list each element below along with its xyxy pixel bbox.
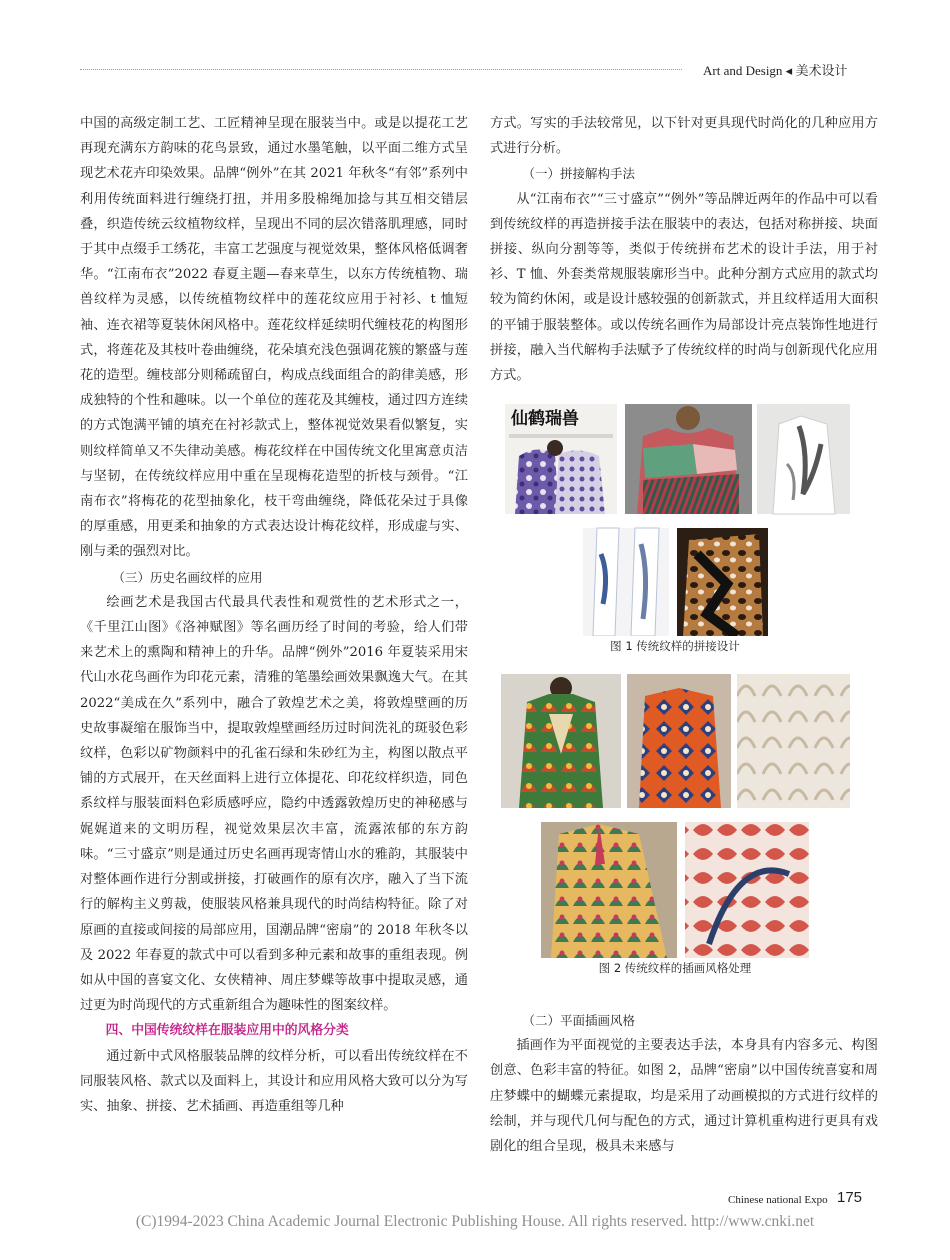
- figure-2: [499, 674, 854, 958]
- left-column: [80, 111, 468, 1119]
- figure-1-image-white-jacket: [757, 404, 850, 514]
- section-heading: （三）历史名画纹样的应用: [112, 569, 263, 585]
- figure-1-caption: 图 1 传统纹样的拼接设计: [610, 639, 740, 653]
- body-paragraph: 中国的高级定制工艺、工匠精神呈现在服装当中。或是以提花工艺再现充满东方韵味的花鸟景致，通过水墨笔触，以平面二维方式呈现艺术花卉印染效果。品牌“例外”在其 2021 年秋冬“有邻”系列中利用传统面料进行缠绕打扭，并用多股棉绳加捻与其互相交错层叠，织造传统云纹植物纹样，呈现出不同的层次错落肌理感，同时于其中点缀手工绣花，丰富工艺强度与视觉效果，整体风格低调奢华。“江南布衣”2022 春夏主题—春来草生，以东方传统植物、瑞兽纹样为灵感，以传统植物纹样中的莲花纹应用于衬衫、t 恤短袖、连衣裙等夏装休闲风格中。莲花纹样延续明代缠枝花的构图形式，将莲花及其枝叶卷曲缠绕，花朵填充浅色强调花簇的繁盛与莲花的造型。缠枝部分则稀疏留白，构成点线面组合的韵律美感，形成独特的个性和趣味。以一个单位的莲花及其缠枝，通过四方连续的方式饱满平铺的填充在衬衫款式上，整体视觉效果看似繁复，实则纹样简单又不失律动美感。梅花纹样在中国传统文化里寓意贞洁与坚韧，在传统纹样应用中重在呈现梅花造型的折枝与颈骨。“江南布衣”将梅花的花型抽象化，枝干弯曲缠绕，降低花朵过于具像的厚重感，用更柔和抽象的方式表达设计梅花纹样，形成虚与实、刚与柔的强烈对比。: [80, 116, 468, 560]
- right-column-top: [490, 111, 878, 388]
- page-number: 175: [837, 1189, 863, 1206]
- body-paragraph: 绘画艺术是我国古代最具代表性和观赏性的艺术形式之一，《千里江山图》《洛神赋图》等名画历经了时间的考验，给人们带来艺术上的熏陶和精神上的升华。品牌“例外”2016 年夏装采用宋代山水花鸟画作为印花元素，清雅的笔墨绘画效果飘逸大气。在其 2022“美成在久”系列中，融合了敦煌艺术之美，将敦煌壁画的历史故事凝缩在服饰当中，提取敦煌壁画经历过时间洗礼的斑驳色彩纹样，色彩以矿物颜料中的孔雀石绿和朱砂红为主，构图以散点平铺的方式展开，在天丝面料上进行立体提花、印花纹样织造，同色系纹样与服装面料色彩质感呼应，隐约中透露敦煌历史的神秘感与娓娓道来的文明历程，视觉效果层次丰富，流露浓郁的东方韵味。“三寸盛京”则是通过历史名画再现寄情山水的雅韵，其服装中对整体画作进行分割或拼接，打破画作的原有次序，融入了当下流行的解构主义剪裁，使服装风格兼具现代的时尚结构特征。除了对原画的直接或间接的局部应用，国潮品牌“密扇”的 2018 年秋冬以及 2022 年春夏的款式中可以看到多种元素和故事的重组表现。例如从中国的喜宴文化、女侠精神、周庄梦蝶等故事中提取灵感，通过更为时尚现代的方式重新组合为趣味性的图案纹样。: [80, 594, 468, 1014]
- body-paragraph: 通过新中式风格服装品牌的纹样分析，可以看出传统纹样在不同服装风格、款式以及面料上，其设计和应用风格大致可以分为写实、抽象、拼接、艺术插画、再造重组等几种: [80, 1048, 468, 1114]
- journal-name: Chinese national Expo: [728, 1194, 828, 1206]
- figure-1-image-patchwork-tshirt: [625, 404, 752, 514]
- figure-1-image-printed-sleeves: [583, 528, 669, 636]
- section-heading: （二）平面插画风格: [522, 1013, 636, 1028]
- header-rule: [80, 69, 682, 70]
- figure-1-sign-text: 仙鹤瑞兽: [511, 409, 579, 429]
- section-heading: （一）拼接解构手法: [522, 166, 636, 182]
- copyright-watermark: (C)1994-2023 China Academic Journal Electronic Publishing House. All rights reserved. http://www.cnki.net: [135, 1213, 815, 1230]
- figure-2-image-dragon-print: [685, 822, 809, 958]
- body-paragraph: 方式。写实的手法较常见，以下针对更具现代时尚化的几种应用方式进行分析。: [490, 116, 878, 157]
- figure-2-image-beige-leaf-fabric: [737, 674, 850, 808]
- figure-1: [497, 404, 852, 636]
- figure-2-image-orange-butterfly-dress: [627, 674, 731, 808]
- figure-1-image-leopard-patchwork: [677, 528, 768, 636]
- figure-2-caption: 图 2 传统纹样的插画风格处理: [598, 961, 752, 975]
- figure-2-image-gold-qipao: [541, 822, 677, 958]
- figure-2-image-green-print-dress: [501, 674, 621, 808]
- figure-1-image-purple-floral-shirt: [505, 404, 617, 514]
- chapter-heading: 四、中国传统纹样在服装应用中的风格分类: [105, 1023, 349, 1039]
- body-paragraph: 从“江南布衣”“三寸盛京”“例外”等品牌近两年的作品中可以看到传统纹样的再造拼接手法在服装中的表达，包括对称拼接、块面拼接、纵向分割等等，类似于传统拼布艺术的设计手法，用于衬衫、T 恤、外套类常规服装廓形当中。此种分割方式应用的款式均较为简约休闲，或是设计感较强的创新款式，并且纹样适用大面积的平铺于服装整体。或以传统名画作为局部设计亮点装饰性地进行拼接，融入当代解构手法赋予了传统纹样的时尚与创新现代化应用方式。: [490, 191, 878, 384]
- body-paragraph: 插画作为平面视觉的主要表达手法，本身具有内容多元、构图创意、色彩丰富的特征。如图 2，品牌“密扇”以中国传统喜宴和周庄梦蝶中的蝴蝶元素提取，均是采用了动画模拟的方式进行纹样的绘制，并与现代几何与配色的方式，通过计算机重构进行更具有戏剧化的组合呈现，极具未来感与: [490, 1038, 878, 1155]
- running-title: Art and Design ◂ 美术设计: [703, 63, 848, 78]
- right-column-bottom: [490, 1008, 878, 1159]
